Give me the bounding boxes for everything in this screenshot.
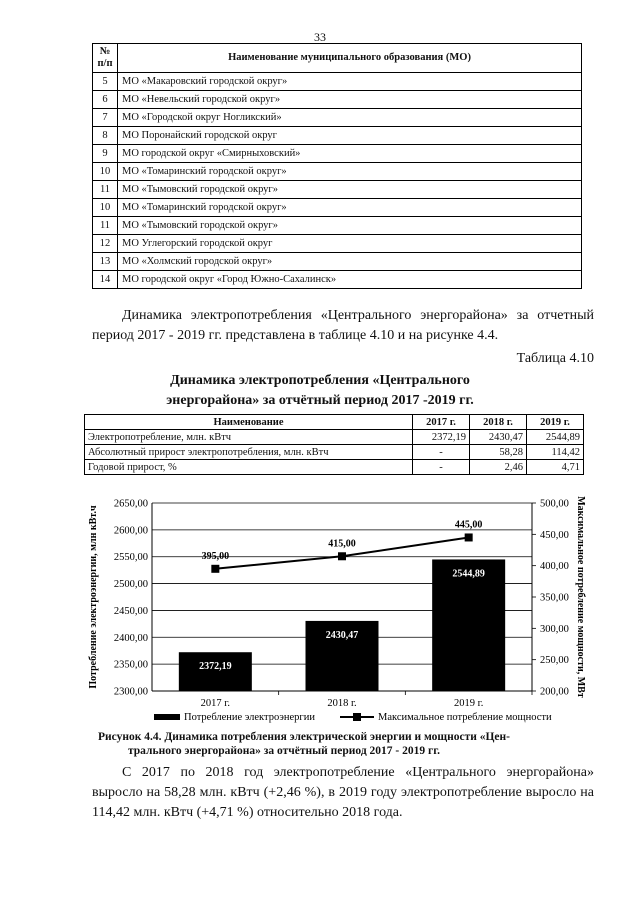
y-tick-label: 2600,00 [113,525,148,537]
y-tick-label: 2400,00 [113,632,148,644]
col-header-name: Наименование [85,415,413,430]
row-municipality-name: МО Поронайский городской округ [118,127,582,145]
table-row [93,253,582,271]
y-tick-label: 2500,00 [113,579,148,591]
row-municipality-name: МО городской округ «Смирныховский» [118,145,582,163]
intro-paragraph: Динамика электропотребления «Центрального энергорайона» за отчетный период 2017 - 2019 гг. представлена в таблице 4.10 и на рисунке 4.4. [92,308,594,343]
cell-2018: 2430,47 [470,430,527,445]
page-number: 33 [314,30,326,44]
y2-tick-label: 500,00 [540,498,569,510]
line-point-marker [338,552,346,560]
table-row [93,271,582,289]
table-row [93,73,582,91]
row-number: 5 [93,73,118,91]
row-municipality-name: МО «Томаринский городской округ» [118,163,582,181]
cell-2017: - [413,460,470,475]
figure-caption-line2: трального энергорайона» за отчётный период 2017 - 2019 гг. [128,745,440,757]
legend-line-label: Максимальное потребление мощности [378,712,552,723]
figure-caption-line1: Рисунок 4.4. Динамика потребления электрической энергии и мощности «Цен- [98,731,510,743]
y-tick-label: 2350,00 [113,659,148,671]
table-row [85,445,584,460]
cell-2018: 2,46 [470,460,527,475]
row-label: Годовой прирост, % [85,460,413,475]
y2-tick-label: 350,00 [540,592,569,604]
row-municipality-name: МО «Городской округ Ногликский» [118,109,582,127]
cell-2019: 114,42 [527,445,584,460]
y-tick-label: 2650,00 [113,498,148,510]
x-tick-label: 2018 г. [327,698,357,709]
table-row [93,127,582,145]
municipal-table [92,43,582,289]
row-municipality-name: МО «Холмский городской округ» [118,253,582,271]
row-number: 12 [93,235,118,253]
table-row [93,235,582,253]
consumption-table [84,414,584,475]
bar-data-label: 2372,19 [199,661,232,673]
cell-2019: 2544,89 [527,430,584,445]
line-point-marker [465,533,473,541]
y-tick-label: 2300,00 [113,686,148,698]
y2-tick-label: 450,00 [540,529,569,541]
y2-tick-label: 300,00 [540,623,569,635]
row-number: 11 [93,181,118,199]
row-number: 14 [93,271,118,289]
row-number: 10 [93,199,118,217]
figure-caption [98,730,568,758]
table-title: Динамика электропотребления «Центрального энергорайона» за отчётный период 2017 -2019 гг. [166,373,474,408]
bar-data-label: 2430,47 [325,629,359,641]
row-municipality-name: МО «Томаринский городской округ» [118,199,582,217]
table-row [85,460,584,475]
row-municipality-name: МО Углегорский городской округ [118,235,582,253]
bar-data-label: 2544,89 [452,568,485,580]
table-row [93,145,582,163]
legend-bar-swatch [154,714,180,720]
line-data-label: 445,00 [454,519,483,531]
row-municipality-name: МО «Тымовский городской округ» [118,217,582,235]
cell-2018: 58,28 [470,445,527,460]
x-tick-label: 2017 г. [200,698,231,709]
table-caption: Таблица 4.10 [516,351,594,366]
row-label: Абсолютный прирост электропотребления, млн. кВтч [85,445,413,460]
table-row [93,163,582,181]
legend-bar-label: Потребление электроэнергии [184,712,315,723]
table-row [93,109,582,127]
table-row [93,181,582,199]
y2-tick-label: 400,00 [540,561,569,573]
row-number: 7 [93,109,118,127]
col-header-2019: 2019 г. [527,415,584,430]
x-tick-label: 2019 г. [453,698,484,709]
cell-2017: 2372,19 [413,430,470,445]
row-number: 6 [93,91,118,109]
table-row [93,91,582,109]
row-number: 8 [93,127,118,145]
row-label: Электропотребление, млн. кВтч [85,430,413,445]
consumption-chart [84,495,584,727]
col-header-2017: 2017 г. [413,415,470,430]
y2-axis-title: Максимальное потребление мощности, МВт [575,496,586,698]
y2-tick-label: 250,00 [540,655,569,667]
line-point-marker [211,565,219,573]
cell-2017: - [413,445,470,460]
line-data-label: 415,00 [328,538,356,550]
table-row [93,217,582,235]
y2-tick-label: 200,00 [540,686,569,698]
row-municipality-name: МО «Невельский городской округ» [118,91,582,109]
row-number: 11 [93,217,118,235]
row-number: 13 [93,253,118,271]
col-header-2018: 2018 г. [470,415,527,430]
y-axis-title: Потребление электроэнергии, млн кВт.ч [88,505,99,689]
row-municipality-name: МО «Макаровский городской округ» [118,73,582,91]
col-header-num: № п/п [93,44,118,73]
conclusion-paragraph: С 2017 по 2018 год электропотребление «Центрального энергорайона» выросло на 58,28 млн. кВтч (+2,46 %), в 2019 году электропотребление выросло на 114,42 млн. кВтч (+4,71 %) относительно 2018 года. [92,765,594,820]
cell-2019: 4,71 [527,460,584,475]
table-row [85,430,584,445]
table-row [93,199,582,217]
line-data-label: 395,00 [201,550,230,562]
y-tick-label: 2550,00 [113,552,148,564]
row-municipality-name: МО «Тымовский городской округ» [118,181,582,199]
row-number: 10 [93,163,118,181]
y-tick-label: 2450,00 [113,605,148,617]
row-municipality-name: МО городской округ «Город Южно-Сахалинск» [118,271,582,289]
row-number: 9 [93,145,118,163]
col-header-name: Наименование муниципального образования (МО) [118,44,582,73]
legend-line-marker [353,713,361,721]
